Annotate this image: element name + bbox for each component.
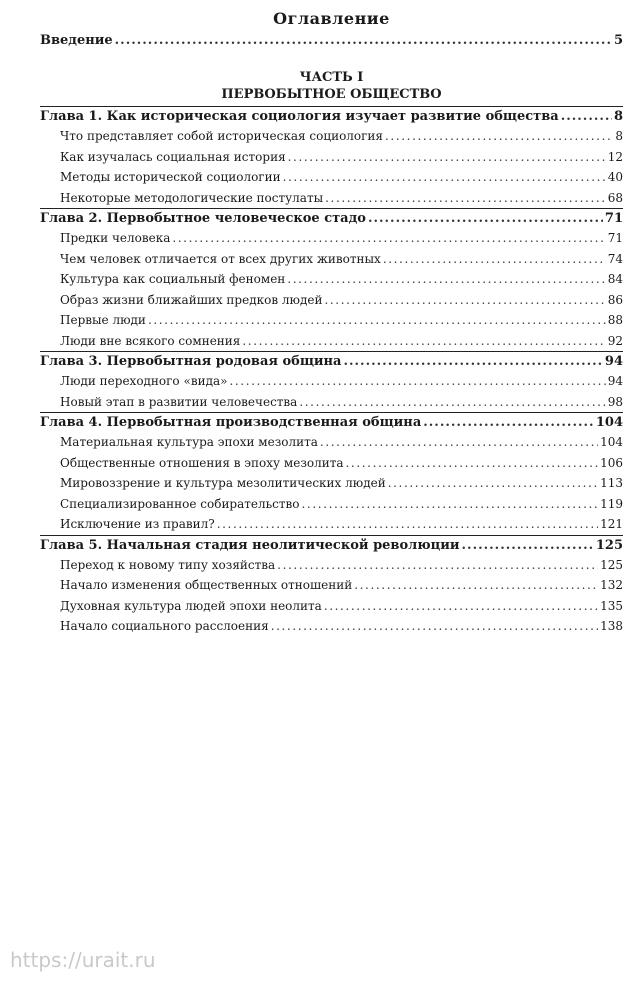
dot-leader bbox=[320, 432, 598, 453]
entry-title: Глава 4. Первобытная производственная община bbox=[40, 415, 422, 430]
entry-page: 106 bbox=[600, 455, 623, 470]
part-name: ПЕРВОБЫТНОЕ ОБЩЕСТВО bbox=[221, 87, 442, 102]
entry-title: Начало социального расслоения bbox=[60, 619, 269, 633]
toc-entry-section[interactable] bbox=[40, 575, 623, 596]
entry-page: 113 bbox=[600, 476, 623, 490]
toc-entry-section[interactable] bbox=[40, 616, 623, 637]
dot-leader bbox=[287, 269, 605, 290]
entry-title: Глава 3. Первобытная родовая община bbox=[40, 354, 342, 369]
dot-leader bbox=[283, 167, 606, 188]
dot-leader bbox=[388, 473, 598, 494]
toc-entry-section[interactable] bbox=[40, 126, 623, 147]
dot-leader bbox=[115, 31, 612, 51]
entry-title: Духовная культура людей эпохи неолита bbox=[60, 598, 322, 613]
toc-entry-section[interactable] bbox=[40, 555, 623, 576]
entry-page: 71 bbox=[604, 211, 623, 226]
entry-title: Люди вне всякого сомнения bbox=[60, 333, 241, 348]
toc-entry-section[interactable] bbox=[40, 331, 623, 352]
entry-page: 94 bbox=[607, 374, 623, 388]
dot-leader bbox=[302, 494, 599, 515]
entry-title: Образ жизни ближайших предков людей bbox=[60, 292, 323, 307]
toc-entry-section[interactable] bbox=[40, 167, 623, 188]
entry-page: 132 bbox=[600, 578, 623, 592]
toc-page bbox=[40, 0, 623, 637]
entry-title: Глава 2. Первобытное человеческое стадо bbox=[40, 211, 366, 226]
entry-title: Люди переходного «вида» bbox=[60, 374, 228, 388]
entry-page: 135 bbox=[600, 598, 623, 613]
dot-leader bbox=[288, 147, 606, 168]
toc-entry-section[interactable] bbox=[40, 310, 623, 331]
toc-entry-chapter[interactable] bbox=[40, 351, 623, 371]
entry-title: Новый этап в развитии человечества bbox=[60, 394, 298, 409]
entry-title: Некоторые методологические постулаты bbox=[60, 190, 324, 205]
dot-leader bbox=[561, 107, 612, 126]
entry-page: 5 bbox=[613, 33, 623, 48]
entry-page: 68 bbox=[607, 190, 623, 205]
entry-page: 40 bbox=[607, 170, 623, 184]
entry-title: Введение bbox=[40, 33, 113, 48]
toc-entry-section[interactable] bbox=[40, 514, 623, 535]
toc-entry-section[interactable] bbox=[40, 188, 623, 209]
entry-page: 74 bbox=[607, 251, 623, 266]
entry-page: 104 bbox=[595, 415, 623, 430]
dot-leader bbox=[385, 126, 613, 147]
toc-entry-section[interactable] bbox=[40, 269, 623, 290]
entry-page: 84 bbox=[607, 272, 623, 286]
dot-leader bbox=[346, 453, 599, 474]
toc-entry-section[interactable] bbox=[40, 392, 623, 413]
toc-entry-section[interactable] bbox=[40, 453, 623, 474]
dot-leader bbox=[148, 310, 606, 331]
watermark-url: https://urait.ru bbox=[10, 948, 156, 972]
entry-page: 98 bbox=[607, 394, 623, 409]
toc-entry-chapter[interactable] bbox=[40, 106, 623, 126]
entry-page: 125 bbox=[595, 537, 623, 553]
dot-leader bbox=[324, 290, 605, 311]
toc-entry-intro[interactable] bbox=[40, 31, 623, 51]
toc-entry-section[interactable] bbox=[40, 473, 623, 494]
entry-title: Глава 1. Как историческая социология изучает развитие общества bbox=[40, 109, 559, 124]
dot-leader bbox=[271, 616, 598, 637]
dot-leader bbox=[343, 352, 602, 371]
entry-title: Специализированное собирательство bbox=[60, 496, 300, 511]
dot-leader bbox=[383, 249, 606, 270]
entry-page: 8 bbox=[615, 129, 623, 143]
toc-entry-section[interactable] bbox=[40, 371, 623, 392]
dot-leader bbox=[172, 228, 605, 249]
chapter-list bbox=[40, 106, 623, 637]
entry-page: 104 bbox=[600, 435, 623, 449]
entry-page: 125 bbox=[600, 557, 623, 572]
toc-entry-section[interactable] bbox=[40, 494, 623, 515]
entry-title: Глава 5. Начальная стадия неолитической революции bbox=[40, 537, 460, 553]
dot-leader bbox=[423, 413, 594, 432]
dot-leader bbox=[325, 188, 606, 209]
part-number: ЧАСТЬ I bbox=[299, 70, 364, 85]
dot-leader bbox=[324, 596, 598, 617]
toc-entry-section[interactable] bbox=[40, 249, 623, 270]
entry-title: Мировоззрение и культура мезолитических людей bbox=[60, 476, 386, 490]
dot-leader bbox=[354, 575, 598, 596]
entry-title: Общественные отношения в эпоху мезолита bbox=[60, 455, 344, 470]
toc-entry-section[interactable] bbox=[40, 432, 623, 453]
toc-entry-section[interactable] bbox=[40, 147, 623, 168]
dot-leader bbox=[217, 514, 598, 535]
entry-title: Методы исторической социологии bbox=[60, 170, 281, 184]
entry-page: 71 bbox=[607, 231, 623, 245]
entry-title: Что представляет собой историческая социология bbox=[60, 129, 383, 143]
entry-title: Первые люди bbox=[60, 313, 146, 327]
toc-entry-chapter[interactable] bbox=[40, 208, 623, 228]
entry-title: Материальная культура эпохи мезолита bbox=[60, 435, 318, 449]
entry-title: Чем человек отличается от всех других животных bbox=[60, 251, 381, 266]
entry-page: 12 bbox=[607, 149, 623, 164]
entry-page: 121 bbox=[600, 517, 623, 531]
dot-leader bbox=[299, 392, 605, 413]
entry-title: Исключение из правил? bbox=[60, 517, 215, 531]
dot-leader bbox=[277, 555, 598, 576]
toc-entry-chapter[interactable] bbox=[40, 412, 623, 432]
toc-entry-chapter[interactable] bbox=[40, 535, 623, 555]
toc-title: Оглавление bbox=[273, 9, 390, 28]
entry-page: 119 bbox=[600, 496, 623, 511]
entry-page: 8 bbox=[613, 109, 623, 124]
entry-title: Предки человека bbox=[60, 231, 171, 245]
entry-title: Культура как социальный феномен bbox=[60, 272, 286, 286]
toc-entry-section[interactable] bbox=[40, 290, 623, 311]
entry-title: Переход к новому типу хозяйства bbox=[60, 557, 276, 572]
entry-page: 94 bbox=[604, 354, 623, 369]
dot-leader bbox=[229, 371, 605, 392]
dot-leader bbox=[242, 331, 605, 352]
entry-title: Начало изменения общественных отношений bbox=[60, 578, 353, 592]
toc-entry-section[interactable] bbox=[40, 596, 623, 617]
entry-page: 92 bbox=[607, 333, 623, 348]
entry-page: 138 bbox=[600, 619, 623, 633]
toc-entry-section[interactable] bbox=[40, 228, 623, 249]
entry-title: Как изучалась социальная история bbox=[60, 149, 286, 164]
dot-leader bbox=[462, 536, 594, 555]
dot-leader bbox=[368, 209, 603, 228]
entry-page: 88 bbox=[607, 313, 623, 327]
entry-page: 86 bbox=[607, 292, 623, 307]
